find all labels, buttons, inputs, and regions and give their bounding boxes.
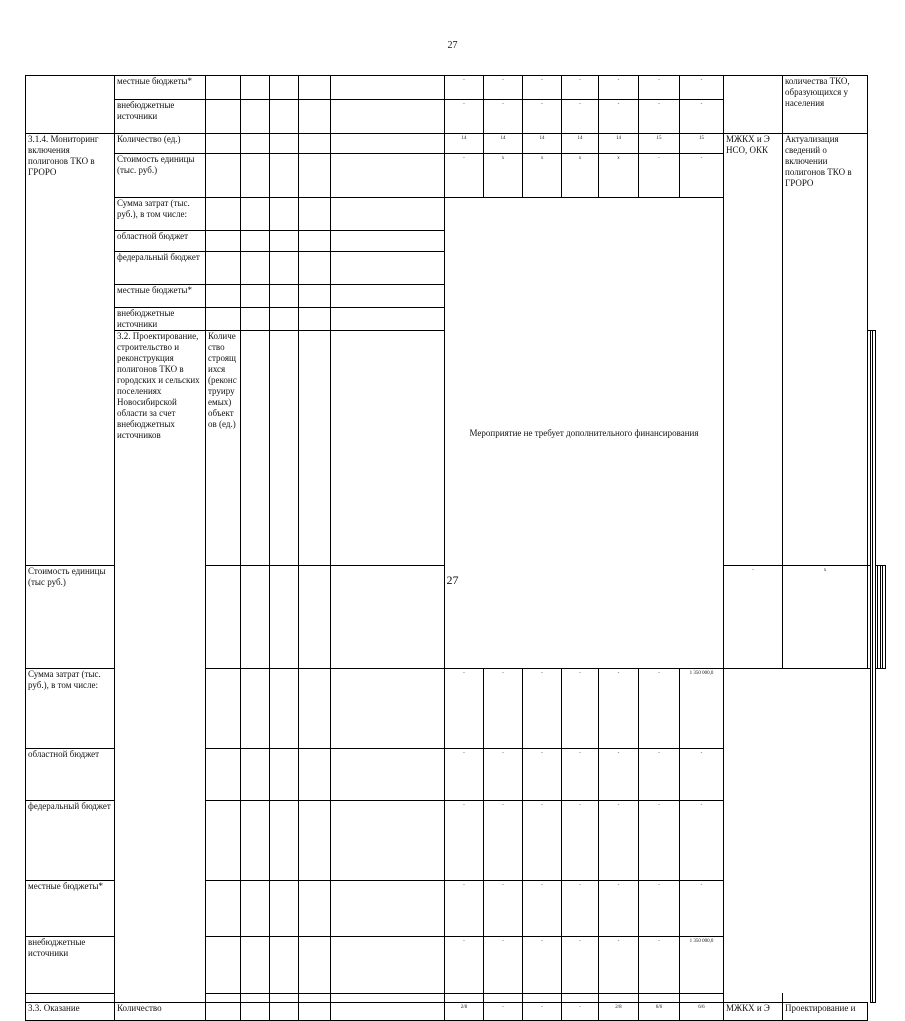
value-cell: - xyxy=(445,937,484,993)
value-cell: - xyxy=(599,100,639,134)
value-cell: - xyxy=(523,800,562,880)
value-cell: 1 350 000,0 xyxy=(680,669,724,749)
value-cell: 14 xyxy=(562,134,599,154)
row-label: местные бюджеты* xyxy=(26,880,115,936)
value-cell: - xyxy=(523,100,562,134)
no-financing-note: Мероприятие не требует дополнительного финансирования xyxy=(445,198,724,669)
value-cell: - xyxy=(445,154,484,198)
value-cell: x xyxy=(523,154,562,198)
page-number-top: 27 xyxy=(447,40,458,51)
value-cell: 14 xyxy=(445,134,484,154)
value-cell: - xyxy=(523,749,562,801)
value-cell: - xyxy=(599,76,639,100)
value-cell: - xyxy=(680,76,724,100)
value-cell: - xyxy=(562,669,599,749)
value-cell: - xyxy=(562,937,599,993)
row-label: внебюджетные источники xyxy=(26,937,115,993)
value-cell: x xyxy=(783,565,868,668)
value-cell: - xyxy=(484,669,523,749)
row-label: областной бюджет xyxy=(115,231,206,252)
value-cell: - xyxy=(639,800,680,880)
row-label: Количество строящихся (реконструируемых) объектов (ед.) xyxy=(206,331,241,566)
value-cell: - xyxy=(599,749,639,801)
value-cell: - xyxy=(724,565,783,668)
row-label: Сумма затрат (тыс. руб.), в том числе: xyxy=(26,669,115,749)
executor-cell xyxy=(724,76,783,134)
result-3-1-4: Актуализация сведений о включении полигонов ТКО в ГРОРО xyxy=(783,134,868,566)
value-cell: - xyxy=(484,749,523,801)
value-cell: - xyxy=(445,76,484,100)
row-label: Стоимость единицы (тыс. руб.) xyxy=(115,154,206,198)
value-cell: 14 xyxy=(523,134,562,154)
row-label: федеральный бюджет xyxy=(26,800,115,880)
row-label: областной бюджет xyxy=(26,749,115,801)
value-cell: 2/8 xyxy=(445,1003,484,1021)
value-cell: - xyxy=(523,1003,562,1021)
value-cell: - xyxy=(445,880,484,936)
row-label: местные бюджеты* xyxy=(115,76,206,100)
value-cell: 15 xyxy=(639,134,680,154)
value-cell: - xyxy=(562,76,599,100)
row-label: местные бюджеты* xyxy=(115,285,206,308)
name-cell xyxy=(26,76,115,134)
value-cell: - xyxy=(599,669,639,749)
row-label: Сумма затрат (тыс. руб.), в том числе: xyxy=(115,198,206,231)
executor-3-3: МЖКХ и Э xyxy=(724,1003,783,1021)
value-cell: x xyxy=(599,154,639,198)
value-cell: - xyxy=(562,1003,599,1021)
value-cell: - xyxy=(484,1003,523,1021)
value-cell: - xyxy=(680,154,724,198)
value-cell: 2/8 xyxy=(599,1003,639,1021)
executor-3-1-4: МЖКХ и Э НСО, ОКК xyxy=(724,134,783,566)
value-cell: - xyxy=(484,937,523,993)
activity-name-3-3: 3.3. Оказание xyxy=(26,1003,115,1021)
value-cell: - xyxy=(599,880,639,936)
value-cell: x xyxy=(562,154,599,198)
row-label: внебюджетные источники xyxy=(115,100,206,134)
row-label: Стоимость единицы (тыс руб.) xyxy=(26,565,115,668)
value-cell: - xyxy=(484,800,523,880)
value-cell: - xyxy=(639,76,680,100)
table-row xyxy=(26,76,886,100)
value-cell: - xyxy=(639,880,680,936)
row-label: внебюджетные источники xyxy=(115,308,206,331)
value-cell: - xyxy=(523,880,562,936)
table-row xyxy=(26,134,886,154)
result-3-3: Проектирование и xyxy=(783,1003,868,1021)
value-cell: - xyxy=(639,937,680,993)
value-cell: 1 350 000,0 xyxy=(680,937,724,993)
value-cell: 14 xyxy=(484,134,523,154)
value-cell: 15 xyxy=(680,134,724,154)
activity-name-3-1-4: 3.1.4. Мониторинг включения полигонов ТКО в ГРОРО xyxy=(26,134,115,566)
value-cell: 6/6 xyxy=(639,1003,680,1021)
value-cell: - xyxy=(562,100,599,134)
value-cell: - xyxy=(639,749,680,801)
value-cell: - xyxy=(680,800,724,880)
row-label: Количество xyxy=(115,1003,206,1021)
value-cell: - xyxy=(639,154,680,198)
value-cell: - xyxy=(680,880,724,936)
value-cell: - xyxy=(599,800,639,880)
value-cell: - xyxy=(639,669,680,749)
value-cell: - xyxy=(599,937,639,993)
value-cell: - xyxy=(639,100,680,134)
value-cell: x xyxy=(484,154,523,198)
value-cell: - xyxy=(484,880,523,936)
value-cell: - xyxy=(445,669,484,749)
value-cell: - xyxy=(445,800,484,880)
page-number-bottom: 27 xyxy=(446,573,459,587)
value-cell: 14 xyxy=(599,134,639,154)
row-label: федеральный бюджет xyxy=(115,252,206,285)
value-cell: - xyxy=(562,880,599,936)
value-cell: - xyxy=(445,749,484,801)
value-cell: - xyxy=(523,76,562,100)
value-cell: - xyxy=(562,800,599,880)
value-cell: - xyxy=(523,937,562,993)
result-cell: количества ТКО, образующихся у населения xyxy=(783,76,868,134)
value-cell: - xyxy=(445,100,484,134)
value-cell: - xyxy=(562,749,599,801)
value-cell: 6/6 xyxy=(680,1003,724,1021)
program-table xyxy=(25,75,886,1021)
table-row xyxy=(26,1003,886,1021)
activity-name-3-2: 3.2. Проектирование, строительство и реконструкция полигонов ТКО в городских и сельских поселениях Новосибирской области за счет внебюджетных источников xyxy=(115,331,206,1003)
value-cell: - xyxy=(484,76,523,100)
value-cell: - xyxy=(680,749,724,801)
value-cell: - xyxy=(484,100,523,134)
row-label: Количество (ед.) xyxy=(115,134,206,154)
value-cell: - xyxy=(523,669,562,749)
value-cell: - xyxy=(680,100,724,134)
